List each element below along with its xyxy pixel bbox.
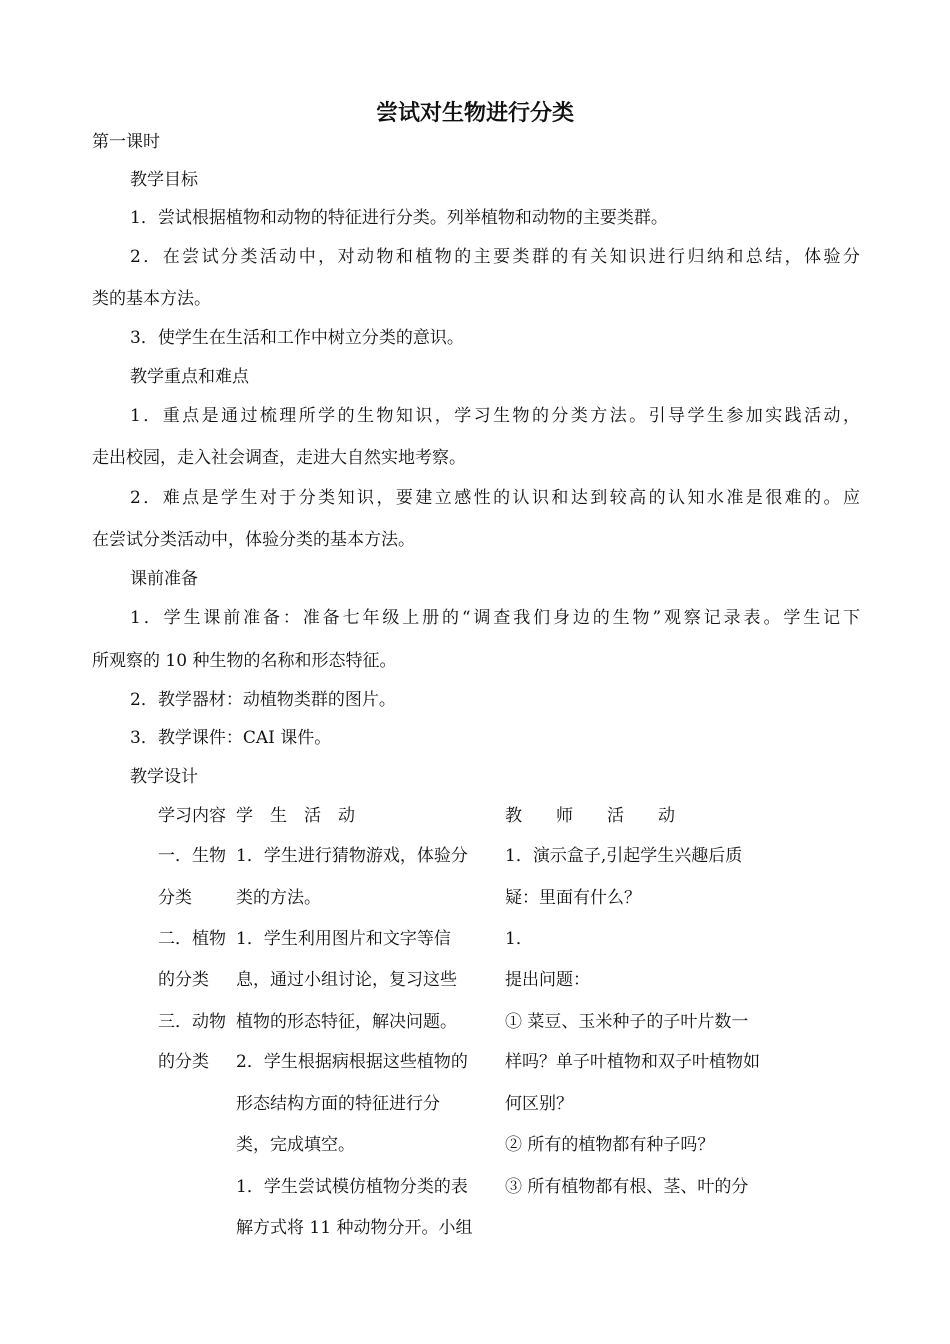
table-cell-student: 植物的形态特征，解决问题。 bbox=[236, 1012, 457, 1032]
design-heading: 教学设计 bbox=[130, 767, 198, 787]
objective-line: 2．在尝试分类活动中，对动物和植物的主要类群的有关知识进行归纳和总结，体验分 bbox=[130, 247, 860, 267]
table-cell-student: 息，通过小组讨论，复习这些 bbox=[236, 970, 457, 990]
table-cell-teacher: ③ 所有植物都有根、茎、叶的分 bbox=[505, 1177, 749, 1197]
preparation-line: 2．教学器材：动植物类群的图片。 bbox=[130, 690, 396, 710]
table-cell-student: 2．学生根据病根据这些植物的 bbox=[236, 1052, 468, 1072]
table-cell-student: 1．学生利用图片和文字等信 bbox=[236, 929, 451, 949]
table-cell-content: 分类 bbox=[158, 888, 192, 908]
objectives-heading: 教学目标 bbox=[130, 170, 198, 190]
table-cell-teacher: 1．演示盒子,引起学生兴趣后质 bbox=[505, 846, 743, 866]
objective-line: 3．使学生在生活和工作中树立分类的意识。 bbox=[130, 328, 464, 348]
table-cell-content: 二．植物 bbox=[158, 929, 226, 949]
document-title: 尝试对生物进行分类 bbox=[375, 101, 574, 126]
table-cell-content: 三．动物 bbox=[158, 1012, 226, 1032]
table-cell-content: 的分类 bbox=[158, 970, 209, 990]
table-cell-student: 1．学生进行猜物游戏，体验分 bbox=[236, 846, 468, 866]
table-cell-teacher: ② 所有的植物都有种子吗？ bbox=[505, 1135, 715, 1155]
key-point-line: 1．重点是通过梳理所学的生物知识，学习生物的分类方法。引导学生参加实践活动， bbox=[130, 406, 860, 426]
key-point-line: 在尝试分类活动中，体验分类的基本方法。 bbox=[92, 530, 415, 550]
table-header-student: 学 生 活 动 bbox=[236, 806, 355, 826]
key-point-line: 走出校园，走入社会调查，走进大自然实地考察。 bbox=[92, 448, 466, 468]
table-cell-student: 解方式将 11 种动物分开。小组 bbox=[236, 1218, 473, 1238]
table-cell-teacher: 样吗？单子叶植物和双子叶植物如 bbox=[505, 1052, 760, 1072]
table-cell-content: 的分类 bbox=[158, 1052, 209, 1072]
table-cell-student: 类的方法。 bbox=[236, 888, 321, 908]
preparation-heading: 课前准备 bbox=[130, 569, 198, 589]
key-points-heading: 教学重点和难点 bbox=[130, 367, 249, 387]
table-cell-teacher: 提出问题： bbox=[505, 970, 590, 990]
objective-line: 类的基本方法。 bbox=[92, 289, 211, 309]
preparation-line: 3．教学课件：CAI 课件。 bbox=[130, 728, 332, 748]
table-header-teacher: 教 师 活 动 bbox=[505, 806, 675, 826]
table-cell-teacher: 1． bbox=[505, 929, 533, 949]
key-point-line: 2．难点是学生对于分类知识，要建立感性的认识和达到较高的认知水准是很难的。应 bbox=[130, 488, 860, 508]
table-cell-student: 1．学生尝试模仿植物分类的表 bbox=[236, 1177, 468, 1197]
table-cell-student: 形态结构方面的特征进行分 bbox=[236, 1094, 440, 1114]
lesson-label: 第一课时 bbox=[92, 132, 160, 152]
table-cell-content: 一．生物 bbox=[158, 846, 226, 866]
objective-line: 1．尝试根据植物和动物的特征进行分类。列举植物和动物的主要类群。 bbox=[130, 208, 668, 228]
preparation-line: 1．学生课前准备：准备七年级上册的“调查我们身边的生物”观察记录表。学生记下 bbox=[130, 608, 860, 628]
table-cell-student: 类，完成填空。 bbox=[236, 1135, 355, 1155]
table-cell-teacher: ① 菜豆、玉米种子的子叶片数一 bbox=[505, 1012, 749, 1032]
table-header-content: 学习内容 bbox=[158, 806, 226, 826]
table-cell-teacher: 何区别？ bbox=[505, 1094, 573, 1114]
table-cell-teacher: 疑：里面有什么？ bbox=[505, 888, 641, 908]
preparation-line: 所观察的 10 种生物的名称和形态特征。 bbox=[92, 651, 397, 671]
